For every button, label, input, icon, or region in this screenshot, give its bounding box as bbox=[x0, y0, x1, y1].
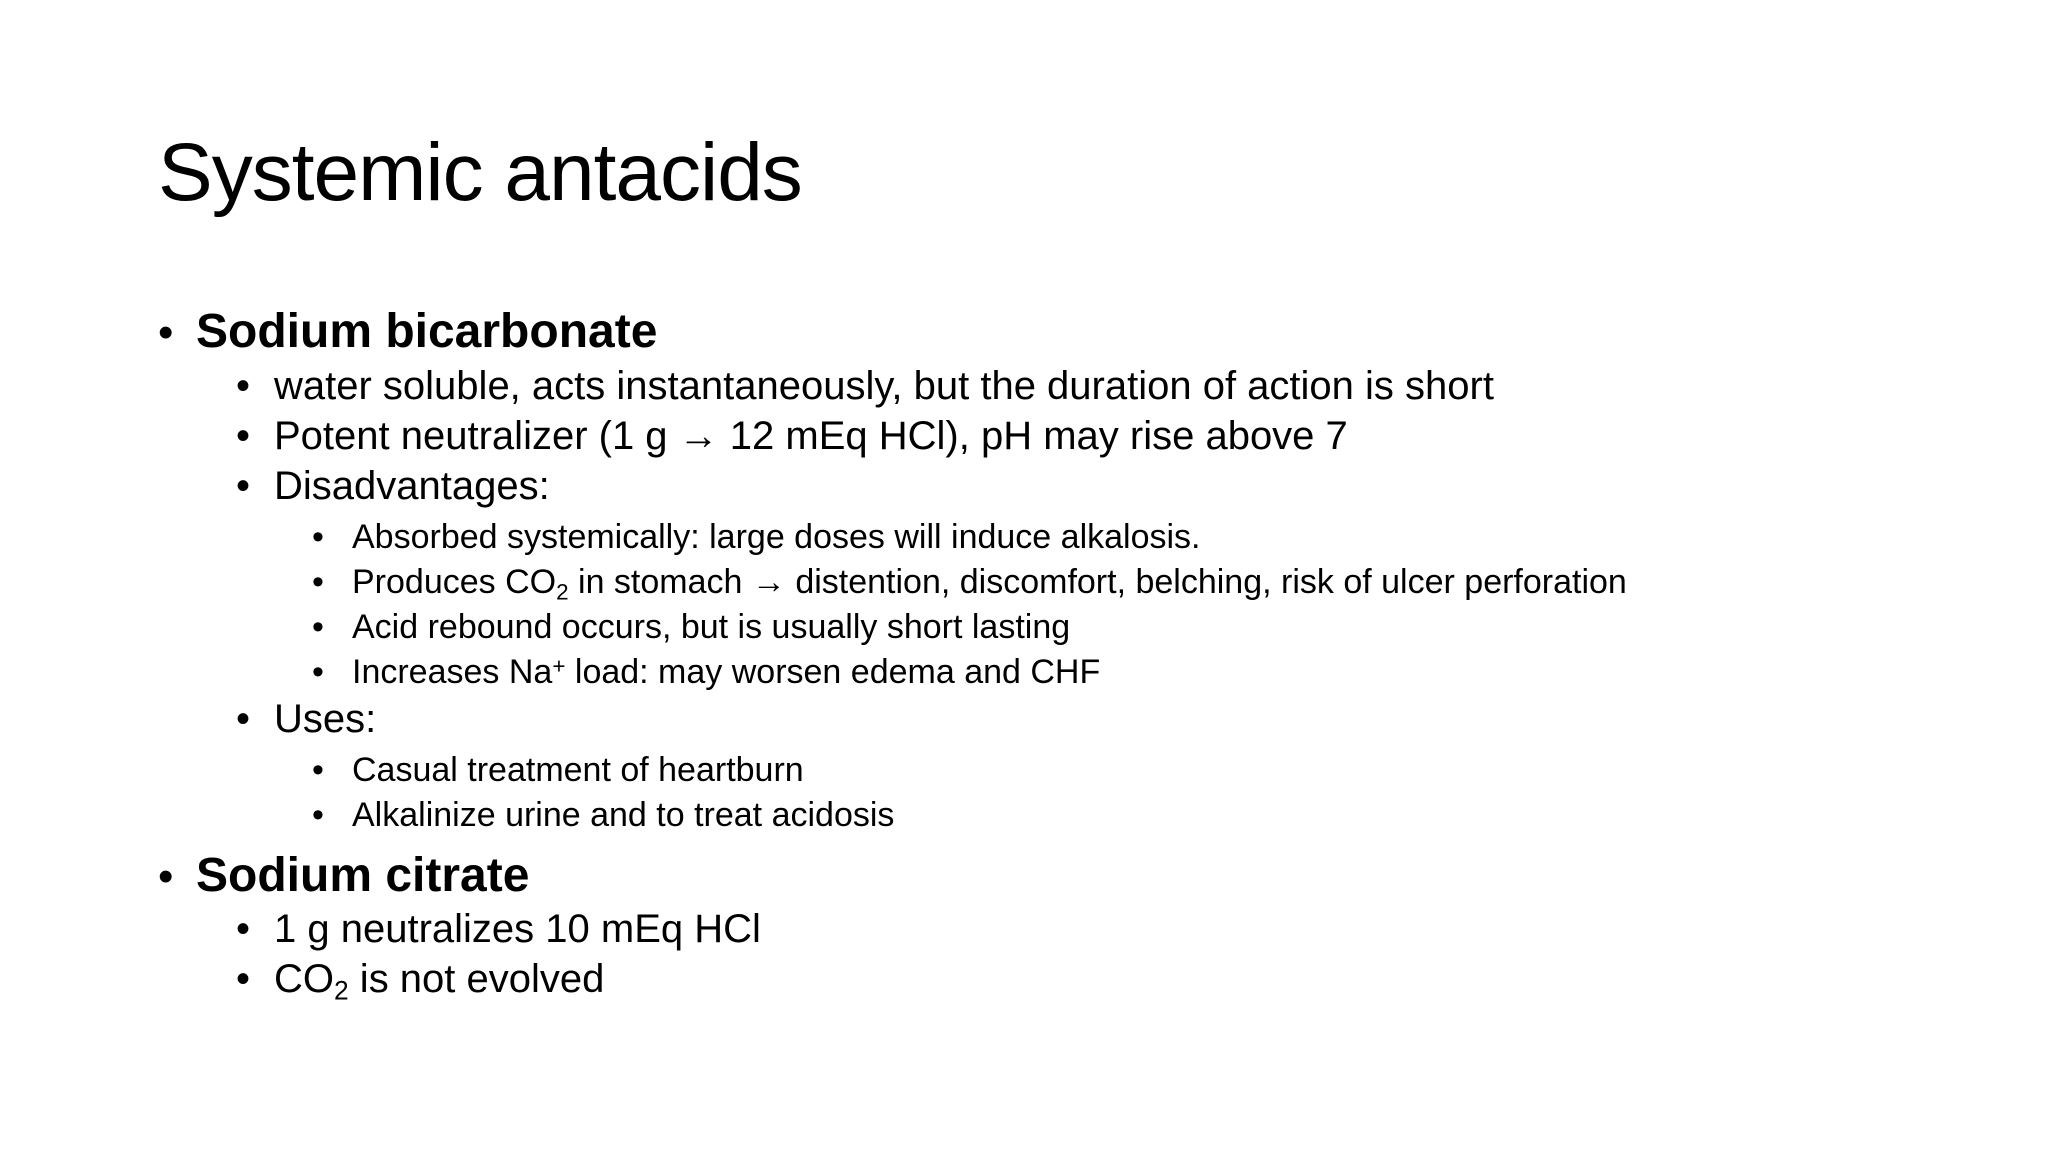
section-heading-text: Sodium citrate bbox=[196, 849, 530, 902]
bullet-icon: • bbox=[158, 852, 174, 901]
list-item-text: Uses: bbox=[274, 697, 377, 741]
list-item bbox=[236, 957, 605, 1006]
sub-list-item bbox=[312, 608, 1070, 647]
section-heading-sodium-citrate bbox=[158, 848, 529, 903]
sub-list-item-text: Acid rebound occurs, but is usually short lasting bbox=[352, 608, 1071, 646]
bullet-icon: • bbox=[236, 364, 251, 408]
text-part: load: may worsen edema and CHF bbox=[565, 653, 1101, 691]
slide-title: Systemic antacids bbox=[158, 127, 802, 218]
sub-list-item bbox=[312, 518, 1201, 557]
subscript: 2 bbox=[556, 579, 569, 605]
sub-list-item bbox=[312, 563, 1627, 605]
bullet-icon: • bbox=[236, 414, 251, 458]
sub-list-item-text bbox=[352, 563, 1627, 605]
sub-list-item-text: Alkalinize urine and to treat acidosis bbox=[352, 796, 895, 834]
bullet-icon: • bbox=[158, 308, 174, 357]
text-part: Increases Na bbox=[352, 653, 553, 691]
text-part: is not evolved bbox=[348, 957, 605, 1001]
sub-list-item-text: Casual treatment of heartburn bbox=[352, 751, 804, 789]
list-item-disadvantages bbox=[236, 464, 550, 509]
bullet-icon: • bbox=[312, 796, 324, 834]
text-part: in stomach → distention, discomfort, belching, risk of ulcer perforation bbox=[568, 563, 1627, 601]
section-heading-text: Sodium bicarbonate bbox=[196, 305, 658, 358]
list-item bbox=[236, 414, 1348, 459]
bullet-icon: • bbox=[312, 518, 324, 556]
list-item-text bbox=[274, 957, 605, 1006]
sub-list-item-text bbox=[352, 653, 1100, 692]
list-item bbox=[236, 364, 1494, 409]
list-item-text: Disadvantages: bbox=[274, 464, 550, 508]
sub-list-item-text: Absorbed systemically: large doses will induce alkalosis. bbox=[352, 518, 1201, 556]
bullet-icon: • bbox=[236, 907, 251, 951]
sub-list-item bbox=[312, 751, 804, 790]
list-item-text: 1 g neutralizes 10 mEq HCl bbox=[274, 907, 761, 951]
text-part: CO bbox=[274, 957, 334, 1001]
text-part: Produces CO bbox=[352, 563, 557, 601]
bullet-icon: • bbox=[236, 957, 251, 1001]
list-item-uses bbox=[236, 697, 376, 742]
sub-list-item bbox=[312, 796, 894, 835]
list-item-text: Potent neutralizer (1 g → 12 mEq HCl), pH may rise above 7 bbox=[274, 414, 1348, 458]
bullet-icon: • bbox=[312, 653, 324, 691]
bullet-icon: • bbox=[236, 697, 251, 741]
bullet-icon: • bbox=[312, 751, 324, 789]
list-item-text: water soluble, acts instantaneously, but the duration of action is short bbox=[274, 364, 1494, 408]
bullet-icon: • bbox=[312, 608, 324, 646]
list-item bbox=[236, 907, 761, 952]
superscript: + bbox=[552, 653, 566, 679]
sub-list-item bbox=[312, 653, 1100, 692]
subscript: 2 bbox=[334, 975, 349, 1006]
bullet-icon: • bbox=[236, 464, 251, 508]
section-heading-sodium-bicarbonate bbox=[158, 304, 657, 359]
bullet-icon: • bbox=[312, 563, 324, 601]
